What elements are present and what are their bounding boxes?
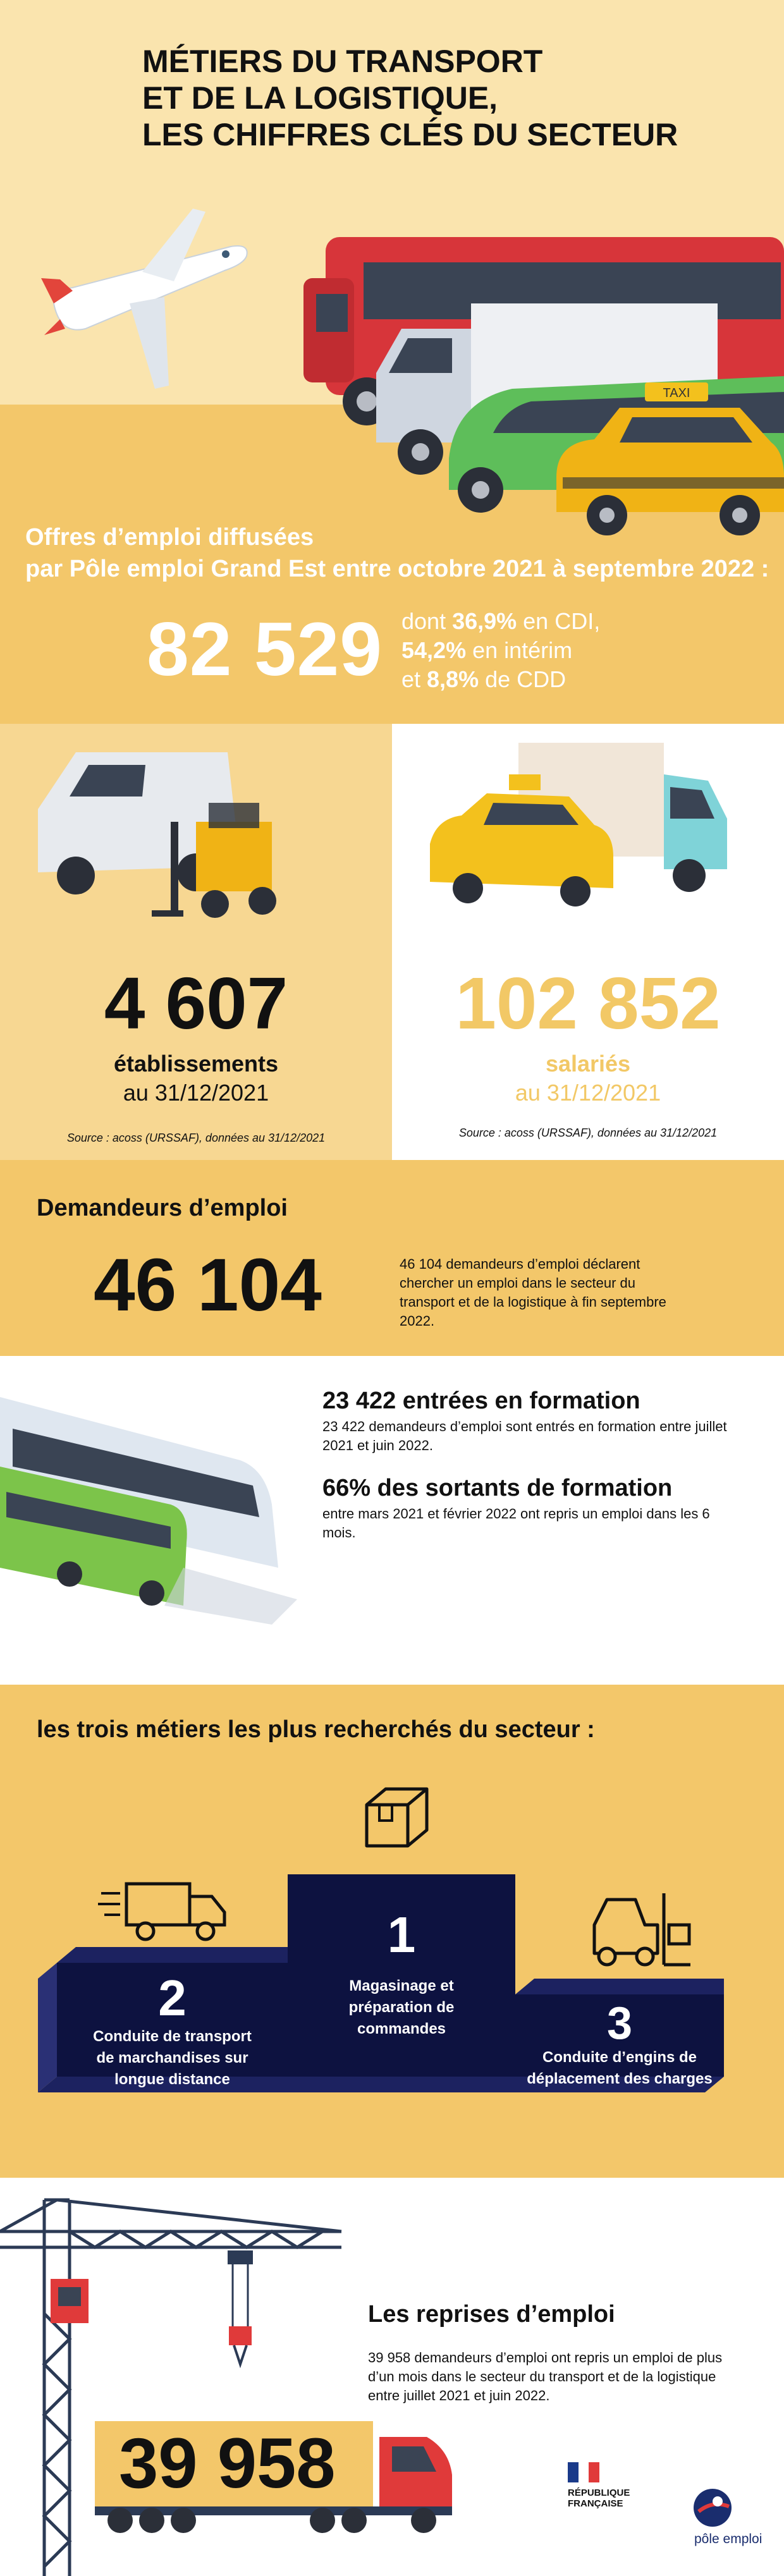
- detail-text: et: [401, 666, 427, 692]
- demandeurs-number: 46 104: [94, 1243, 322, 1327]
- pole-emploi-logo-icon: [692, 2487, 733, 2529]
- offres-detail-cdd: [401, 665, 667, 694]
- podium-third-label: [515, 2047, 724, 2090]
- title-line: LES CHIFFRES CLÉS DU SECTEUR: [142, 117, 678, 152]
- van-forklift-illustration: [25, 727, 303, 942]
- label-line: préparation de: [348, 1999, 455, 2016]
- offres-detail: [401, 607, 667, 694]
- podium-first-rank: 1: [387, 1907, 416, 1963]
- salaries-source: Source : acoss (URSSAF), données au 31/12/2021: [458, 1126, 718, 1139]
- etablissements-date: au 31/12/2021: [123, 1080, 269, 1106]
- salaries-number: 102 852: [455, 962, 721, 1044]
- reprises-number: 39 958: [119, 2424, 336, 2503]
- taxi-truck-illustration: [430, 736, 759, 926]
- formation-exits-title: 66% des sortants de formation: [322, 1475, 673, 1501]
- salaries-date: au 31/12/2021: [515, 1080, 661, 1106]
- detail-text: de CDD: [479, 666, 567, 692]
- detail-text: dont: [401, 608, 453, 634]
- detail-text: en CDI,: [517, 608, 601, 634]
- detail-value: 8,8%: [427, 666, 479, 692]
- etablissements-label: établissements: [113, 1051, 279, 1077]
- offres-heading-line: par Pôle emploi Grand Est entre octobre 2021 à septembre 2022 :: [25, 556, 769, 582]
- demandeurs-title: Demandeurs d’emploi: [37, 1195, 288, 1221]
- logo-line: RÉPUBLIQUE: [568, 2487, 630, 2498]
- offres-detail-cdi: [401, 607, 667, 636]
- pole-emploi-logo-text: pôle emploi: [694, 2532, 763, 2546]
- etablissements-number: 4 607: [104, 962, 288, 1044]
- offres-number: 82 529: [147, 607, 383, 692]
- formation-entries-text: 23 422 demandeurs d’emploi sont entrés en formation entre juillet 2021 et juin 2022.: [322, 1419, 727, 1453]
- podium-third-rank: 3: [606, 1998, 633, 2049]
- offres-heading-line: Offres d’emploi diffusées: [25, 524, 314, 551]
- detail-value: 36,9%: [452, 608, 517, 634]
- svg-text:TAXI: TAXI: [663, 386, 690, 400]
- podium-second-rank: 2: [158, 1970, 187, 2026]
- etablissements-source: Source : acoss (URSSAF), données au 31/12/2021: [66, 1132, 326, 1144]
- detail-value: 54,2%: [401, 637, 467, 663]
- formation-entries-title: 23 422 entrées en formation: [322, 1388, 640, 1414]
- package-box-icon: [357, 1783, 433, 1852]
- label-line: de marchandises sur: [96, 2049, 248, 2066]
- label-line: déplacement des charges: [527, 2070, 713, 2087]
- reprises-title: Les reprises d’emploi: [368, 2301, 615, 2328]
- detail-text: en intérim: [466, 637, 573, 663]
- taxi-illustration: [550, 382, 784, 537]
- formation-exits-text: entre mars 2021 et février 2022 ont repris un emploi dans les 6 mois.: [322, 1506, 710, 1541]
- title-line: MÉTIERS DU TRANSPORT: [142, 44, 543, 79]
- page-title: [142, 43, 711, 153]
- marianne-logo-icon: [568, 2462, 599, 2482]
- reprises-text: 39 958 demandeurs d’emploi ont repris un emploi de plus d’un mois dans le secteur du transport et de la logistique entre juillet 2021 et juin 2022.: [368, 2350, 723, 2403]
- label-line: commandes: [357, 2020, 446, 2037]
- republique-francaise-logo: [568, 2487, 630, 2509]
- podium-second-label: [57, 2026, 288, 2091]
- offres-detail-interim: [401, 636, 667, 665]
- label-line: Conduite de transport: [93, 2028, 252, 2045]
- demandeurs-text: 46 104 demandeurs d’emploi déclarent chercher un emploi dans le secteur du transport et de la logistique à fin septembre 2022.: [400, 1256, 666, 1329]
- podium-title: les trois métiers les plus recherchés du secteur :: [37, 1716, 595, 1743]
- airplane-illustration: [35, 209, 253, 398]
- buses-illustration: [0, 1359, 297, 1644]
- offres-heading: [25, 522, 771, 585]
- podium-first-label: [288, 1975, 515, 2040]
- salaries-label: salariés: [545, 1051, 631, 1077]
- title-line: ET DE LA LOGISTIQUE,: [142, 80, 498, 116]
- label-line: longue distance: [114, 2071, 230, 2088]
- label-line: Conduite d’engins de: [542, 2049, 697, 2066]
- logo-line: FRANÇAISE: [568, 2498, 623, 2509]
- label-line: Magasinage et: [349, 1977, 454, 1994]
